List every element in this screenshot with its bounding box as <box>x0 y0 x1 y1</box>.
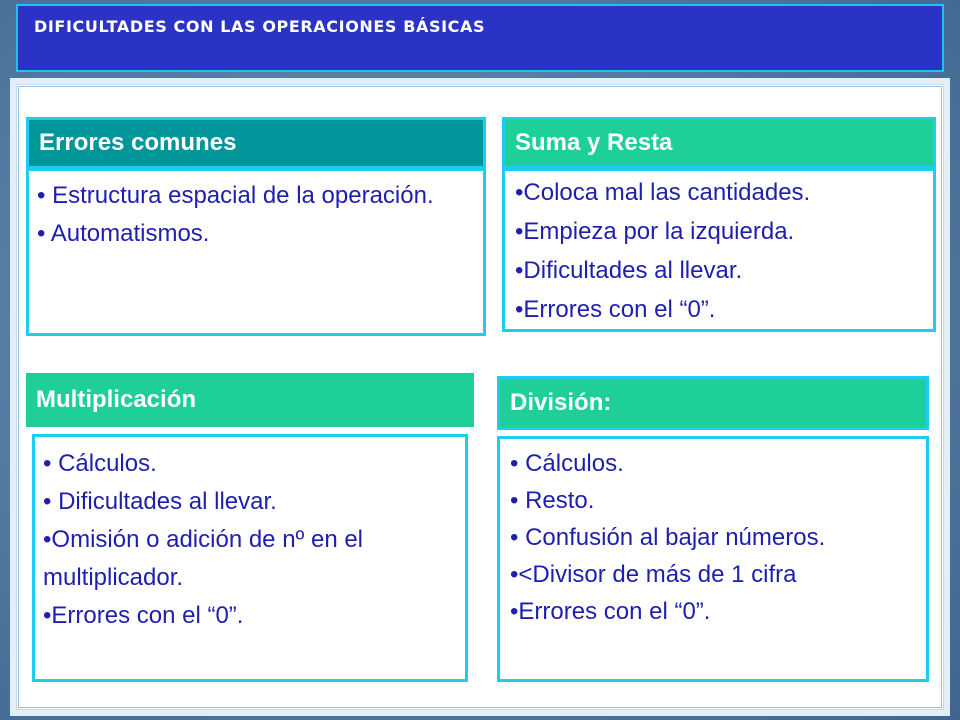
suma-box <box>502 168 936 332</box>
div-box <box>497 436 929 682</box>
list-item: • Cálculos. <box>43 450 157 477</box>
div-heading: División: <box>497 376 929 430</box>
list-item: •Errores con el “0”. <box>515 296 716 323</box>
list-item: •Omisión o adición de nº en el multiplicador. <box>43 526 364 591</box>
list-item: •<Divisor de más de 1 cifra <box>510 561 797 588</box>
mult-heading: Multiplicación <box>26 373 474 427</box>
list-item: •Errores con el “0”. <box>510 598 711 625</box>
slide-title: DIFICULTADES CON LAS OPERACIONES BÁSICAS <box>34 17 486 36</box>
list-item: •Empieza por la izquierda. <box>515 218 795 245</box>
list-item: • Resto. <box>510 487 595 514</box>
list-item: • Cálculos. <box>510 450 624 477</box>
list-item: • Confusión al bajar números. <box>510 524 826 551</box>
errores-box <box>26 168 486 336</box>
list-item: • Dificultades al llevar. <box>43 488 277 515</box>
errores-heading: Errores comunes <box>26 117 486 169</box>
list-item: •Coloca mal las cantidades. <box>515 179 811 206</box>
list-item: •Dificultades al llevar. <box>515 257 743 284</box>
mult-box <box>32 434 468 682</box>
list-item: • Estructura espacial de la operación. <box>37 182 434 209</box>
slide-title-bar <box>16 4 944 72</box>
suma-heading: Suma y Resta <box>502 117 936 169</box>
list-item: •Errores con el “0”. <box>43 602 244 629</box>
list-item: • Automatismos. <box>37 220 210 247</box>
